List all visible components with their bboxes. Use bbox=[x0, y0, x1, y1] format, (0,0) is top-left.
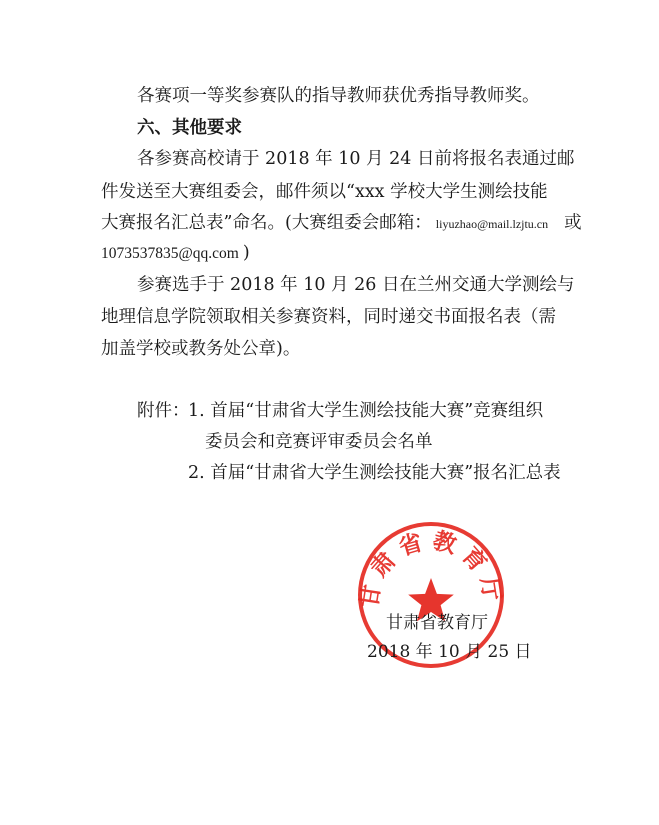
paragraph2-line3: 加盖学校或教务处公章)。 bbox=[101, 339, 301, 359]
paragraph1-line2: 件发送至大赛组委会，邮件须以“xxx 学校大学生测绘技能 bbox=[101, 182, 548, 202]
paragraph1-line3 bbox=[101, 211, 582, 236]
section-heading: 六、其他要求 bbox=[137, 118, 242, 138]
or-text: 或 bbox=[564, 213, 582, 233]
paragraph1-line3-text: 大赛报名汇总表”命名。(大赛组委会邮箱： bbox=[101, 213, 432, 233]
paragraph1-line1: 各参赛高校请于 2018 年 10 月 24 日前将报名表通过邮 bbox=[137, 149, 575, 169]
paragraph1-line4 bbox=[101, 241, 250, 266]
attachment-item1-line1: 1. 首届“甘肃省大学生测绘技能大赛”竞赛组织 bbox=[188, 401, 544, 421]
paragraph2-line2: 地理信息学院领取相关参赛资料，同时递交书面报名表（需 bbox=[101, 307, 556, 327]
attachment-item1-line2: 委员会和竞赛评审委员会名单 bbox=[205, 432, 433, 452]
award-line: 各赛项一等奖参赛队的指导教师获优秀指导教师奖。 bbox=[137, 86, 540, 106]
close-paren: ) bbox=[242, 243, 250, 263]
email-qq: 1073537835@qq.com bbox=[101, 245, 239, 262]
paragraph2-line1: 参赛选手于 2018 年 10 月 26 日在兰州交通大学测绘与 bbox=[137, 275, 575, 295]
email-committee: liyuzhao@mail.lzjtu.cn bbox=[435, 217, 549, 231]
signature-org: 甘肃省教育厅 bbox=[386, 613, 488, 633]
signature-date: 2018 年 10 月 25 日 bbox=[367, 642, 532, 662]
seal-text: 甘肃省教育厅 bbox=[356, 526, 506, 610]
attachment-label: 附件： bbox=[137, 401, 190, 421]
attachment-item2: 2. 首届“甘肃省大学生测绘技能大赛”报名汇总表 bbox=[188, 463, 561, 483]
